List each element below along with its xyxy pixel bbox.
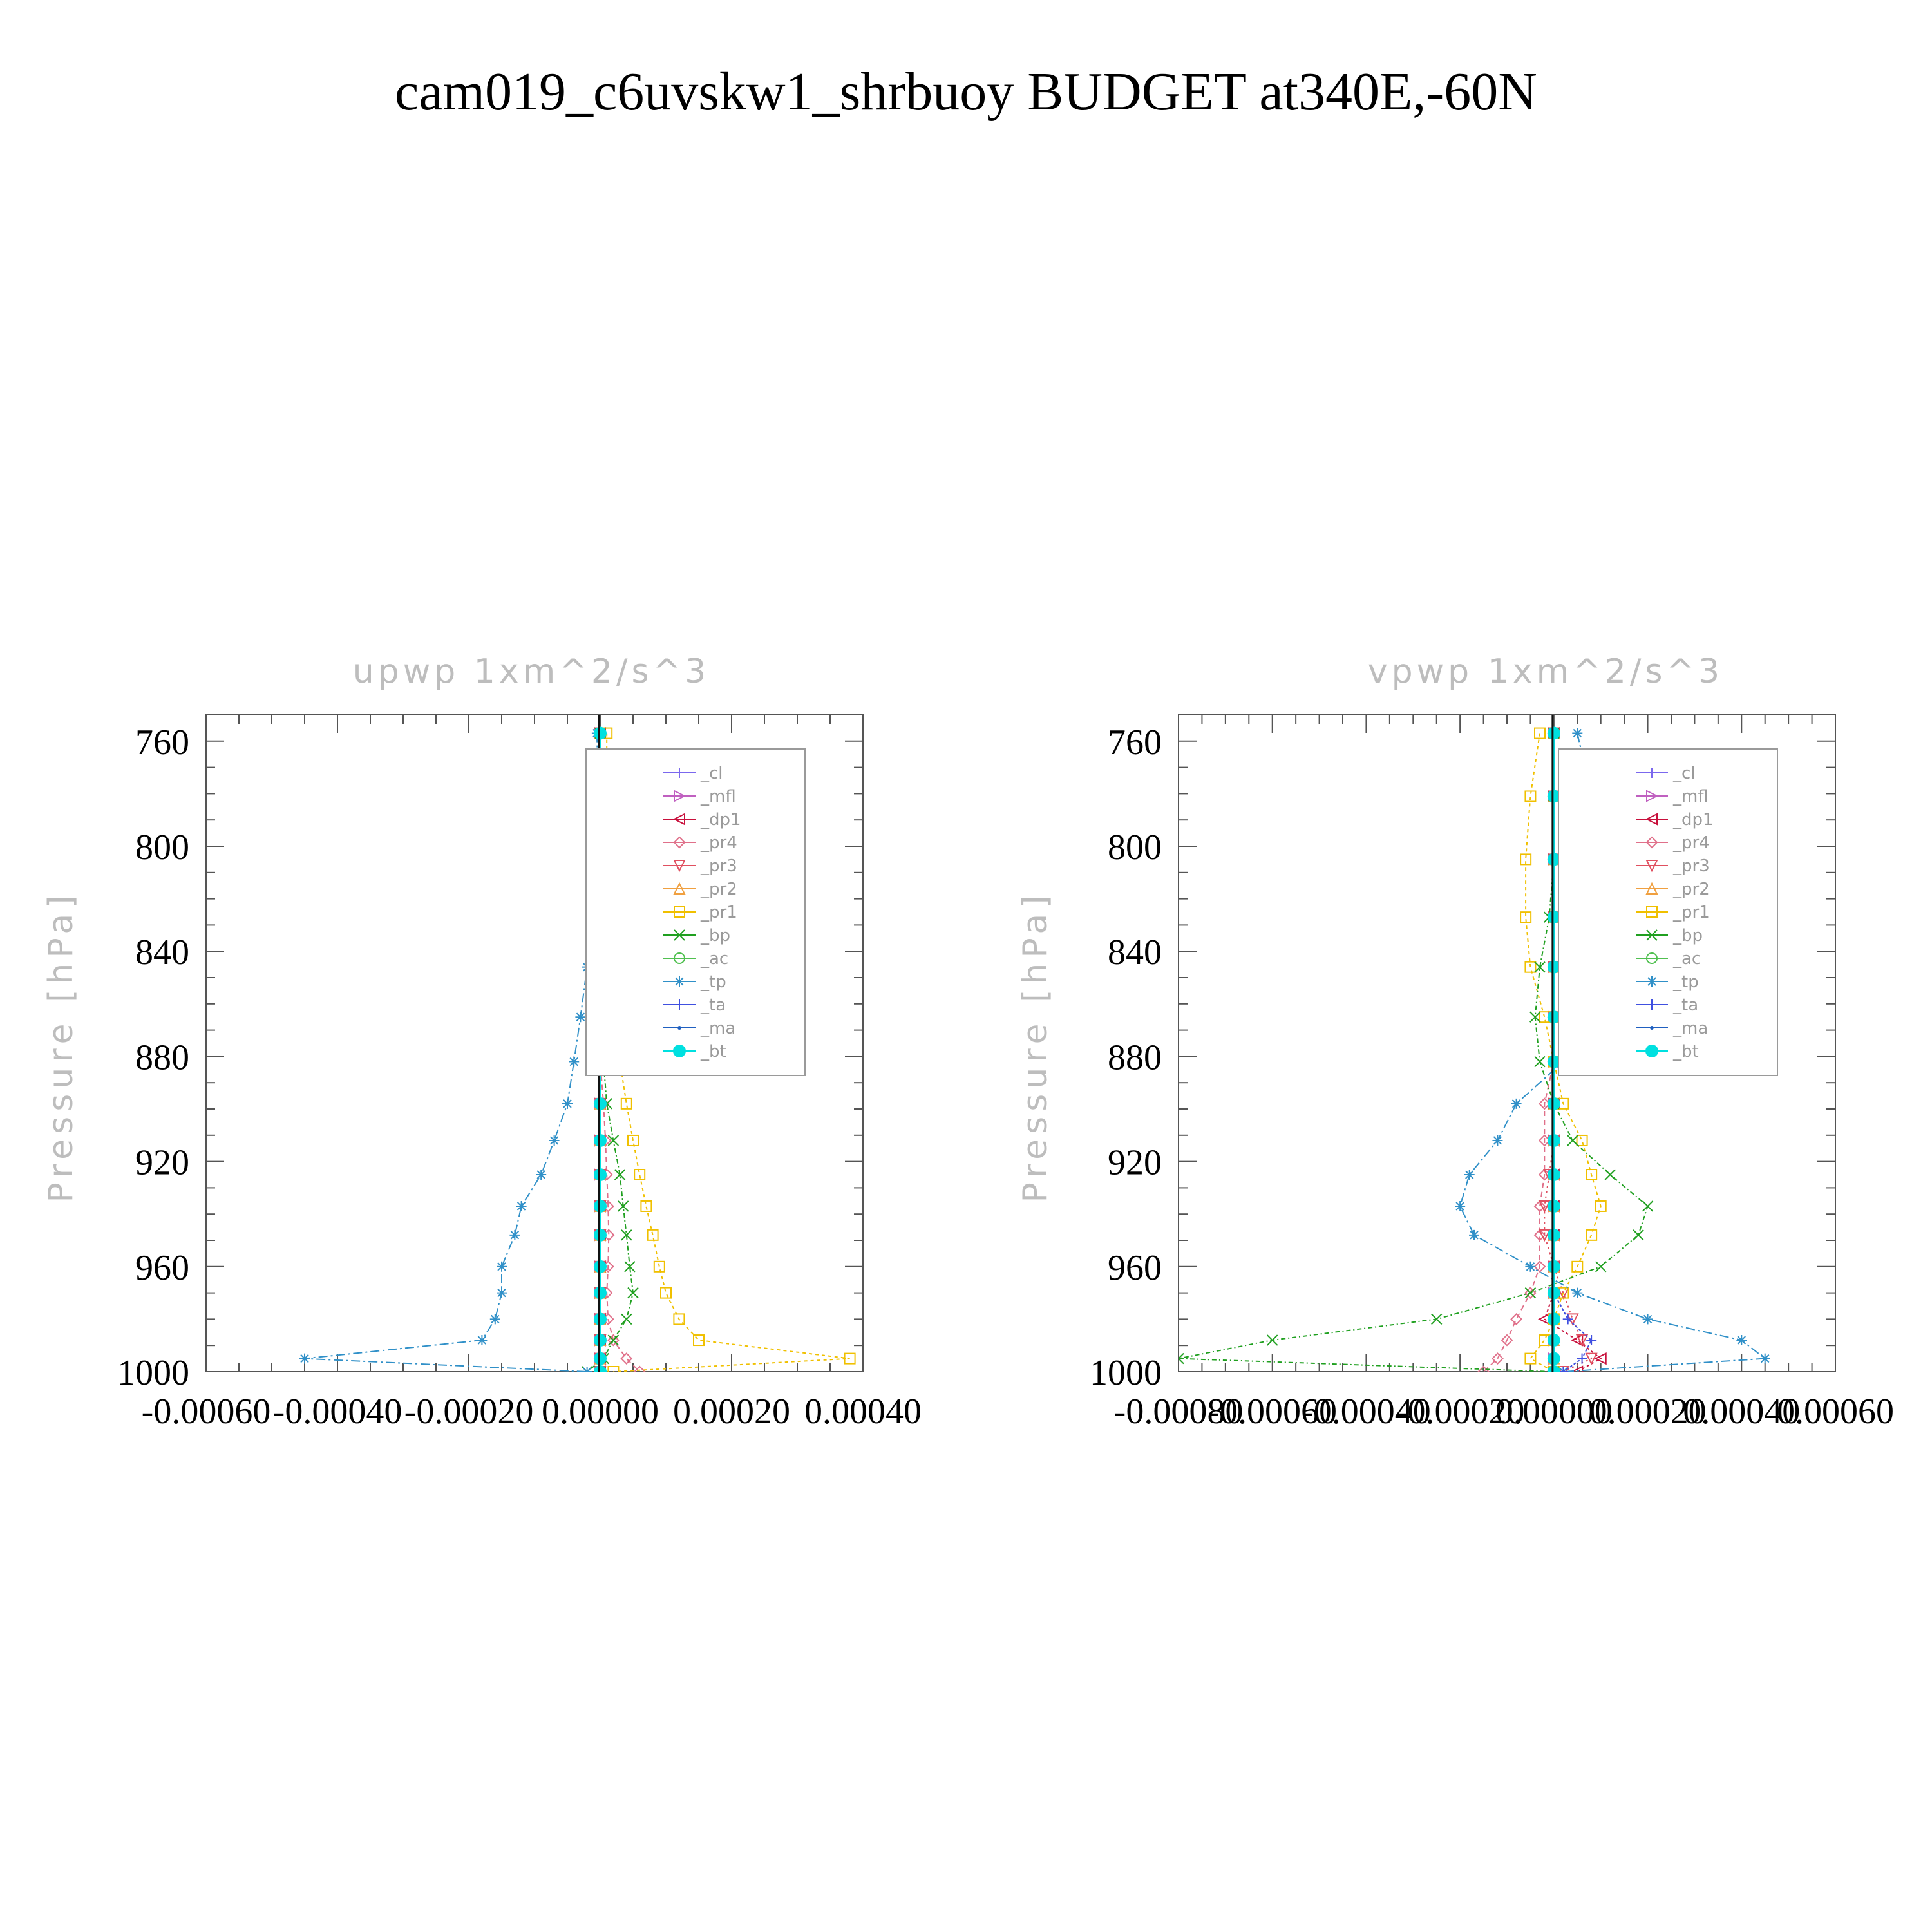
panel-right-ylabel: Pressure [hPa]	[1016, 890, 1055, 1203]
data-point	[1535, 1057, 1545, 1067]
x-tick-label: 0.00000	[542, 1392, 659, 1432]
data-point	[1548, 1312, 1560, 1325]
legend-marker	[674, 976, 685, 987]
data-point	[582, 1367, 592, 1377]
data-point	[594, 1168, 607, 1181]
data-point	[1469, 1230, 1479, 1240]
legend-marker	[677, 1026, 681, 1030]
legend-label: _cl	[1673, 764, 1696, 783]
data-point	[594, 1260, 607, 1273]
legend-marker	[1647, 976, 1657, 987]
x-tick-label: -0.00040	[1302, 1392, 1431, 1432]
data-point	[1548, 1168, 1560, 1181]
data-point	[594, 1365, 607, 1378]
y-tick-label: 760	[1108, 722, 1162, 762]
data-point	[497, 1262, 507, 1272]
y-tick-label: 800	[135, 828, 189, 867]
data-point	[661, 1288, 671, 1298]
data-point	[497, 1288, 507, 1298]
data-point	[621, 1314, 632, 1324]
x-tick-label: 0.00020	[1589, 1392, 1707, 1432]
legend-label: _tp	[1673, 972, 1699, 992]
legend-label: _cl	[701, 764, 723, 783]
x-tick-label: -0.00020	[1395, 1392, 1525, 1432]
y-tick-label: 960	[135, 1247, 189, 1288]
data-point	[594, 1312, 607, 1325]
data-point	[594, 1334, 607, 1347]
x-tick-label: -0.00060	[141, 1392, 271, 1432]
legend-label: _ma	[701, 1019, 736, 1038]
legend-label: _pr3	[1673, 857, 1710, 876]
data-point	[299, 1354, 310, 1364]
y-tick-label: 760	[135, 722, 189, 762]
legend-label: _mfl	[1673, 787, 1709, 806]
data-point	[1267, 1335, 1278, 1345]
legend-label: _ta	[701, 996, 726, 1015]
data-point	[1548, 1200, 1560, 1213]
legend	[586, 749, 805, 1075]
legend-label: _pr4	[701, 833, 737, 853]
y-tick-label: 920	[1108, 1142, 1162, 1183]
data-point	[1577, 1354, 1587, 1364]
data-point	[1432, 1314, 1442, 1324]
data-point	[1736, 1335, 1747, 1345]
y-tick-label: 840	[135, 933, 189, 973]
data-point	[594, 727, 607, 740]
data-point	[1548, 1097, 1560, 1110]
legend-label: _bp	[701, 926, 731, 945]
legend-label: _dp1	[1673, 810, 1714, 829]
panel-right-title: vpwp 1xm^2/s^3	[1367, 652, 1724, 691]
x-tick-label: -0.00020	[404, 1392, 534, 1432]
data-point	[594, 1134, 607, 1147]
series-line-pr4	[1484, 734, 1554, 1372]
data-point	[1525, 1262, 1535, 1272]
y-tick-label: 880	[1108, 1037, 1162, 1078]
legend-marker	[673, 1045, 686, 1057]
data-point	[569, 1057, 579, 1067]
data-point	[1525, 1354, 1535, 1364]
y-tick-label: 880	[135, 1037, 189, 1078]
panel-right	[1016, 652, 1894, 1432]
data-point	[594, 1229, 607, 1242]
data-point	[1525, 1288, 1535, 1298]
data-point	[594, 1352, 607, 1365]
data-point	[1492, 1135, 1502, 1146]
x-tick-label: -0.00040	[272, 1392, 402, 1432]
legend-label: _bt	[1673, 1042, 1699, 1061]
data-point	[615, 1170, 625, 1180]
data-point	[594, 1287, 607, 1300]
x-tick-label: 0.00000	[1495, 1392, 1613, 1432]
data-point	[1548, 1334, 1560, 1347]
x-tick-label: 0.00040	[1683, 1392, 1801, 1432]
legend-label: _pr2	[1673, 880, 1710, 899]
data-point	[1577, 1135, 1587, 1146]
panel-left	[42, 652, 922, 1432]
y-tick-label: 840	[1108, 933, 1162, 973]
y-tick-label: 920	[135, 1142, 189, 1183]
data-point	[594, 1200, 607, 1213]
data-point	[1643, 1314, 1653, 1324]
data-point	[1535, 728, 1545, 739]
data-point	[1548, 1365, 1560, 1378]
data-point	[1548, 1352, 1560, 1365]
legend-label: _ta	[1673, 996, 1699, 1015]
data-point	[608, 1335, 618, 1345]
data-point	[516, 1201, 527, 1211]
x-tick-label: 0.00020	[673, 1392, 790, 1432]
legend-label: _bt	[701, 1042, 726, 1061]
data-point	[1511, 1314, 1522, 1324]
data-point	[1511, 1099, 1522, 1109]
data-point	[1633, 1230, 1643, 1240]
data-point	[1596, 1262, 1606, 1272]
x-tick-label: -0.00080	[1113, 1392, 1244, 1432]
legend-marker	[1650, 1026, 1654, 1030]
data-point	[1548, 1229, 1560, 1242]
panel-right-plot	[1090, 715, 1894, 1432]
data-point	[490, 1314, 500, 1324]
data-point	[1572, 728, 1582, 739]
legend-marker	[1645, 1045, 1658, 1057]
data-point	[1586, 1335, 1596, 1345]
data-point	[648, 1230, 658, 1240]
data-point	[654, 1262, 665, 1272]
legend-label: _pr2	[701, 880, 737, 899]
legend-label: _ac	[701, 949, 729, 969]
data-point	[594, 1097, 607, 1110]
data-point	[1643, 1201, 1653, 1211]
series-line-tp	[305, 734, 598, 1372]
x-tick-label: 0.00040	[804, 1392, 922, 1432]
data-point	[1548, 727, 1560, 740]
panel-left-ylabel: Pressure [hPa]	[42, 890, 80, 1203]
data-point	[1572, 1288, 1582, 1298]
data-point	[634, 1170, 645, 1180]
data-point	[628, 1135, 638, 1146]
data-point	[1605, 1170, 1615, 1180]
data-point	[1548, 1287, 1560, 1300]
y-tick-label: 960	[1108, 1247, 1162, 1288]
data-point	[562, 1099, 573, 1109]
panel-left-plot	[117, 715, 922, 1432]
legend-label: _tp	[701, 972, 726, 992]
data-point	[628, 1288, 638, 1298]
legend-label: _ac	[1673, 949, 1701, 969]
legend-label: _dp1	[701, 810, 741, 829]
data-point	[575, 1012, 585, 1022]
x-tick-label: 0.00060	[1777, 1392, 1894, 1432]
legend-label: _pr1	[701, 903, 737, 922]
legend	[1558, 749, 1777, 1075]
legend-label: _pr4	[1673, 833, 1710, 853]
legend-label: _pr3	[701, 857, 737, 876]
data-point	[1760, 1354, 1770, 1364]
figure-title: cam019_c6uvskw1_shrbuoy BUDGET at340E,-60N	[395, 62, 1537, 122]
legend-label: _mfl	[701, 787, 736, 806]
legend-label: _pr1	[1673, 903, 1710, 922]
data-point	[1464, 1170, 1475, 1180]
data-point	[477, 1335, 487, 1345]
data-point	[536, 1170, 546, 1180]
data-point	[641, 1201, 651, 1211]
y-tick-label: 1000	[1090, 1353, 1162, 1393]
y-tick-label: 1000	[117, 1353, 189, 1393]
data-point	[1548, 1260, 1560, 1273]
data-point	[1548, 1134, 1560, 1147]
x-tick-label: -0.00060	[1208, 1392, 1338, 1432]
data-point	[1455, 1201, 1465, 1211]
y-tick-label: 800	[1108, 828, 1162, 867]
data-point	[509, 1230, 520, 1240]
panel-left-title: upwp 1xm^2/s^3	[352, 652, 710, 691]
legend-label: _bp	[1673, 926, 1703, 945]
legend-label: _ma	[1673, 1019, 1709, 1038]
data-point	[549, 1135, 560, 1146]
